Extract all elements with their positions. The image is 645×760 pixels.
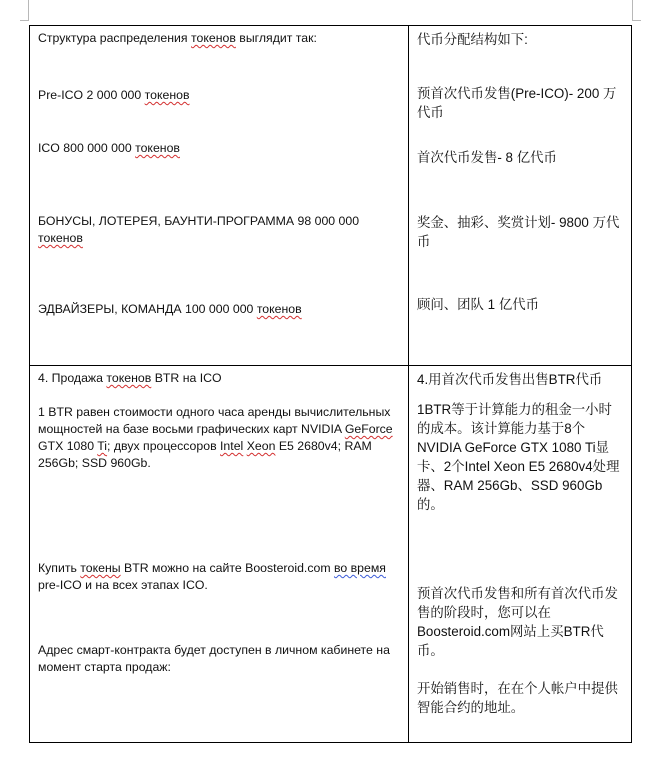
cell-russian-token-sale[interactable] <box>30 366 409 743</box>
page-corner-mark-top-right <box>632 0 641 21</box>
zh-contract-info: 开始销售时，在在个人帐户中提供智能合约的地址。 <box>417 681 618 715</box>
ru-contract-info: Адрес смарт-контракта будет доступен в личном кабинете на момент старта продаж: <box>38 643 390 674</box>
ru-bonus-line: БОНУСЫ, ЛОТЕРЕЯ, БАУНТИ-ПРОГРАММА 98 000 000 токенов <box>38 214 360 245</box>
table-row-distribution <box>30 26 632 366</box>
zh-preico-line: 预首次代币发售(Pre-ICO)- 200 万代币 <box>417 86 617 120</box>
ru-advisors-line: ЭДВАЙЗЕРЫ, КОМАНДА 100 000 000 токенов <box>38 302 302 316</box>
zh-distribution-heading: 代币分配结构如下: <box>417 32 528 47</box>
zh-ico-line: 首次代币发售- 8 亿代币 <box>417 150 557 165</box>
cell-chinese-distribution[interactable] <box>409 26 632 366</box>
ru-buy-info: Купить токены BTR можно на сайте Boosteroid.com во время pre-ICO и на всех этапах ICO. <box>38 561 386 592</box>
translation-table <box>29 25 632 743</box>
ru-btr-description: 1 BTR равен стоимости одного часа аренды вычислительных мощностей на базе восьми графических карт NVIDIA GeForce GTX 1080 Ti; двух процессоров Intel Xeon E5 2680v4; RAM 256Gb; SSD 960Gb. <box>38 405 393 470</box>
table-row-token-sale <box>30 366 632 743</box>
cell-chinese-token-sale[interactable] <box>409 366 632 743</box>
ru-distribution-heading: Структура распределения токенов выглядит так: <box>38 31 317 45</box>
ru-sale-heading: 4. Продажа токенов BTR на ICO <box>38 371 222 385</box>
zh-buy-info: 预首次代币发售和所有首次代币发售的阶段时，您可以在Boosteroid.com网站上买BTR代币。 <box>417 586 618 658</box>
zh-bonus-line: 奖金、抽彩、奖赏计划- 9800 万代币 <box>417 215 620 249</box>
zh-sale-heading: 4.用首次代币发售出售BTR代币 <box>417 372 603 387</box>
ru-preico-line: Pre-ICO 2 000 000 токенов <box>38 88 190 102</box>
page-corner-mark-top-left <box>20 0 29 21</box>
zh-btr-description: 1BTR等于计算能力的租金一小时的成本。该计算能力基于8个NVIDIA GeForce GTX 1080 Ti显卡、2个Intel Xeon E5 2680v4处理器、RAM 256Gb、SSD 960Gb的。 <box>417 402 620 512</box>
ru-ico-line: ICO 800 000 000 токенов <box>38 141 180 155</box>
zh-advisors-line: 顾问、团队 1 亿代币 <box>417 297 540 312</box>
cell-russian-distribution[interactable] <box>30 26 409 366</box>
